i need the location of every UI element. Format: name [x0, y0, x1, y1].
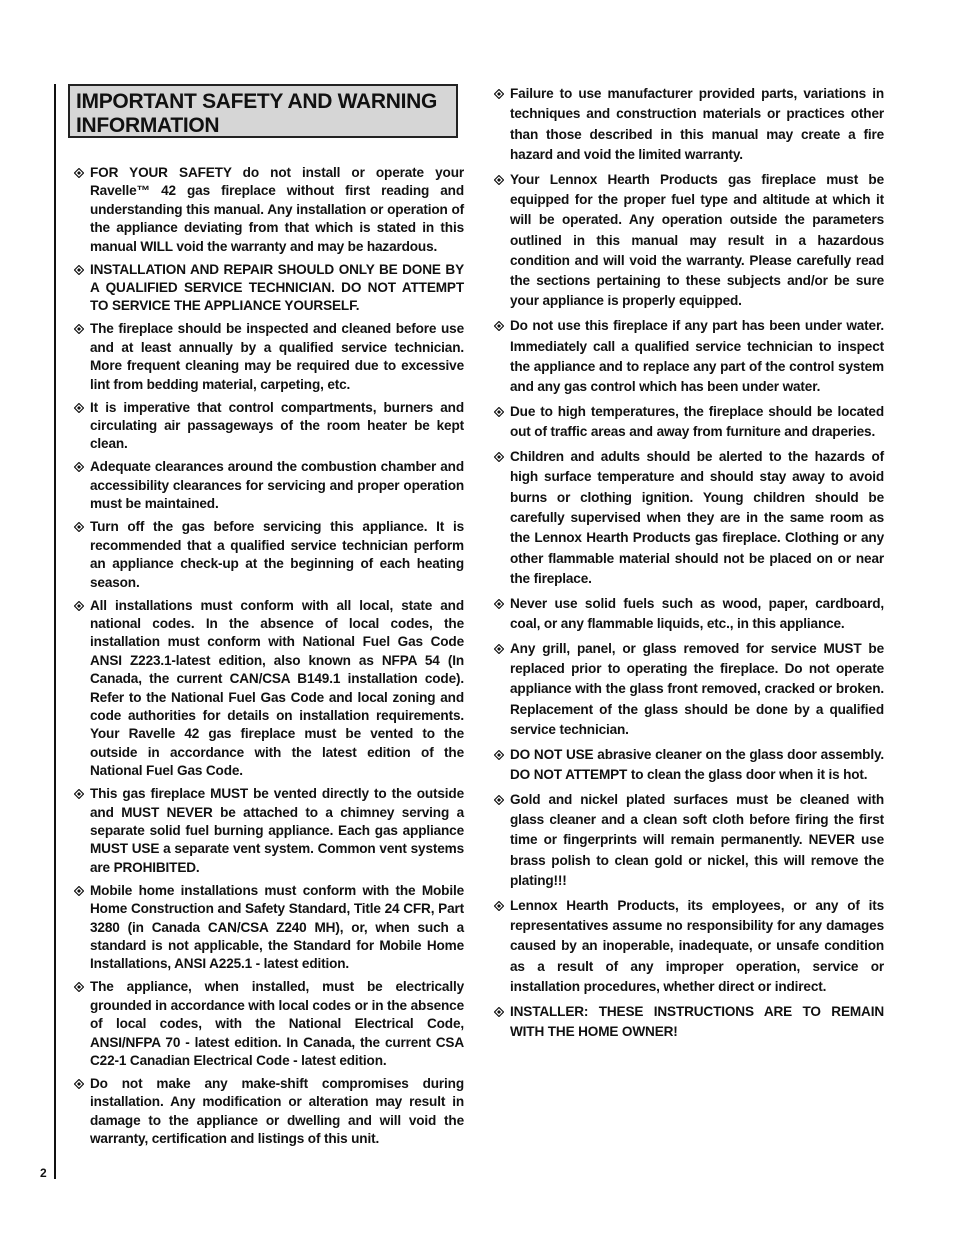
- warning-item: [74, 164, 464, 256]
- warning-item: [494, 594, 884, 635]
- warning-item-text: Your Lennox Hearth Products gas fireplace must be equipped for the proper fuel type and altitude at which it will be operated. Any operation outside the parameters outlined in this manual may result in a hazardous condition and will void the warranty. Please carefully read the sections pertaining to these subjects and/or be sure your appliance is properly equipped.: [510, 171, 884, 309]
- warning-item-text: INSTALLER: THESE INSTRUCTIONS ARE TO REMAIN WITH THE HOME OWNER!: [510, 1003, 884, 1040]
- section-title-box: [68, 84, 458, 138]
- diamond-bullet-icon: [494, 452, 504, 462]
- left-column: [74, 164, 464, 1153]
- warning-item: [74, 785, 464, 877]
- diamond-bullet-icon: [74, 265, 84, 275]
- warning-item: [74, 261, 464, 316]
- diamond-bullet-icon: [494, 1007, 504, 1017]
- diamond-bullet-icon: [494, 175, 504, 185]
- warning-item-text: The appliance, when installed, must be electrically grounded in accordance with local codes or in the absence of local codes, with the National Electrical Code, ANSI/NFPA 70 - latest edition. In Canada, the current CSA C22-1 Canadian Electrical Code - latest edition.: [90, 979, 464, 1069]
- diamond-bullet-icon: [494, 321, 504, 331]
- right-column: [494, 84, 884, 1047]
- warning-item-text: This gas fireplace MUST be vented directly to the outside and MUST NEVER be attached to a chimney serving a separate solid fuel burning appliance. Each gas appliance MUST USE a separate vent system. Common vent systems are PROHIBITED.: [90, 786, 464, 875]
- diamond-bullet-icon: [74, 1079, 84, 1089]
- warning-item: [74, 458, 464, 513]
- diamond-bullet-icon: [74, 462, 84, 472]
- warning-item-text: Any grill, panel, or glass removed for service MUST be replaced prior to operating the fireplace. Do not operate appliance with the glass front removed, cracked or broken. Replacement of the glass should be done by a qualified service technician.: [510, 640, 884, 737]
- warning-item: [494, 402, 884, 443]
- warning-item: [74, 597, 464, 781]
- diamond-bullet-icon: [494, 750, 504, 760]
- warning-item: [494, 170, 884, 312]
- warning-item: [494, 896, 884, 997]
- diamond-bullet-icon: [74, 324, 84, 334]
- warning-item: [494, 1002, 884, 1043]
- warning-item: [74, 978, 464, 1070]
- warning-item: [494, 316, 884, 397]
- warning-item: [494, 745, 884, 786]
- diamond-bullet-icon: [74, 789, 84, 799]
- margin-rule: [54, 84, 56, 1179]
- warning-item-text: All installations must conform with all local, state and national codes. In the absence of local codes, the installation must conform with National Fuel Gas Code ANSI Z223.1-latest edition, also known as NFPA 54 (In Canada, the current CAN/CSA B149.1 installation code). Refer to the National Fuel Gas Code and local zoning and code authorities for details on installation requirements. Your Ravelle 42 gas fireplace must be vented to the outside in accordance with the latest edition of the National Fuel Gas Code.: [90, 597, 464, 779]
- warning-item-text: FOR YOUR SAFETY do not install or operate your Ravelle™ 42 gas fireplace without first reading and understanding this manual. Any installation or operation of the appliance deviating from that which is stated in this manual WILL void the warranty and may be hazardous.: [90, 165, 464, 254]
- warning-item: [494, 639, 884, 740]
- warning-item-text: Gold and nickel plated surfaces must be cleaned with glass cleaner and a clean soft cloth before firing the first time or fingerprints will remain permanently. NEVER use brass polish to clean gold or nickel, this will remove the plating!!!: [510, 791, 884, 888]
- warning-item: [74, 1075, 464, 1149]
- warning-item: [494, 447, 884, 589]
- warning-item-text: Never use solid fuels such as wood, paper, cardboard, coal, or any flammable liquids, etc., in this appliance.: [510, 595, 884, 631]
- section-title: IMPORTANT SAFETY AND WARNING INFORMATION: [76, 90, 438, 137]
- diamond-bullet-icon: [494, 795, 504, 805]
- diamond-bullet-icon: [74, 403, 84, 413]
- warning-item-text: DO NOT USE abrasive cleaner on the glass door assembly. DO NOT ATTEMPT to clean the glass door when it is hot.: [510, 746, 884, 782]
- warning-item-text: INSTALLATION AND REPAIR SHOULD ONLY BE DONE BY A QUALIFIED SERVICE TECHNICIAN. DO NOT ATTEMPT TO SERVICE THE APPLIANCE YOURSELF.: [90, 261, 464, 314]
- diamond-bullet-icon: [74, 982, 84, 992]
- diamond-bullet-icon: [494, 901, 504, 911]
- page-number: 2: [40, 1166, 47, 1180]
- diamond-bullet-icon: [494, 407, 504, 417]
- warning-item: [494, 84, 884, 165]
- diamond-bullet-icon: [74, 886, 84, 896]
- warning-item-text: Failure to use manufacturer provided parts, variations in techniques and construction materials or practices other than those described in this manual may create a fire hazard and void the limited warranty.: [510, 86, 884, 162]
- warning-item-text: Lennox Hearth Products, its employees, or any of its representatives assume no responsibility for any damages caused by an inoperable, inadequate, or unsafe condition as a result of any improper operation, service or installation procedures, whether direct or indirect.: [510, 897, 884, 994]
- diamond-bullet-icon: [74, 168, 84, 178]
- warning-item-text: It is imperative that control compartments, burners and circulating air passageways of the room heater be kept clean.: [90, 399, 464, 452]
- warning-item-text: Mobile home installations must conform with the Mobile Home Construction and Safety Standard, Title 24 CFR, Part 3280 (in Canada CAN/CSA Z240 MH), or, when such a standard is not applicable, the Standard for Mobile Home Installations, ANSI A225.1 - latest edition.: [90, 882, 464, 972]
- warning-item-text: Due to high temperatures, the fireplace should be located out of traffic areas and away from furniture and draperies.: [510, 403, 884, 440]
- warning-item: [494, 790, 884, 891]
- warning-item-text: Do not use this fireplace if any part has been under water. Immediately call a qualified service technician to inspect the appliance and to replace any part of the control system and any gas control which has been under water.: [510, 318, 884, 395]
- warning-item: [74, 518, 464, 592]
- warning-item: [74, 882, 464, 974]
- diamond-bullet-icon: [74, 601, 84, 611]
- diamond-bullet-icon: [494, 599, 504, 609]
- warning-item-text: The fireplace should be inspected and cleaned before use and at least annually by a qualified service technician. More frequent cleaning may be required due to excessive lint from bedding material, carpeting, etc.: [90, 321, 464, 392]
- diamond-bullet-icon: [494, 644, 504, 654]
- warning-item-text: Do not make any make-shift compromises during installation. Any modification or alteration may result in damage to the appliance or dwelling and will void the warranty, certification and listings of this unit.: [90, 1076, 464, 1147]
- warning-item: [74, 399, 464, 454]
- warning-item: [74, 320, 464, 394]
- diamond-bullet-icon: [74, 522, 84, 532]
- diamond-bullet-icon: [494, 89, 504, 99]
- warning-item-text: Turn off the gas before servicing this appliance. It is recommended that a qualified service technician perform an appliance check-up at the beginning of each heating season.: [90, 519, 464, 590]
- warning-item-text: Children and adults should be alerted to the hazards of high surface temperature and should stay away to avoid burns or clothing ignition. Young children should be carefully supervised when they are in the same room as the Lennox Hearth Products gas fireplace. Clothing or any other flammable material should not be placed on or near the fireplace.: [510, 449, 884, 586]
- warning-item-text: Adequate clearances around the combustion chamber and accessibility clearances for servicing and proper operation must be maintained.: [90, 459, 464, 512]
